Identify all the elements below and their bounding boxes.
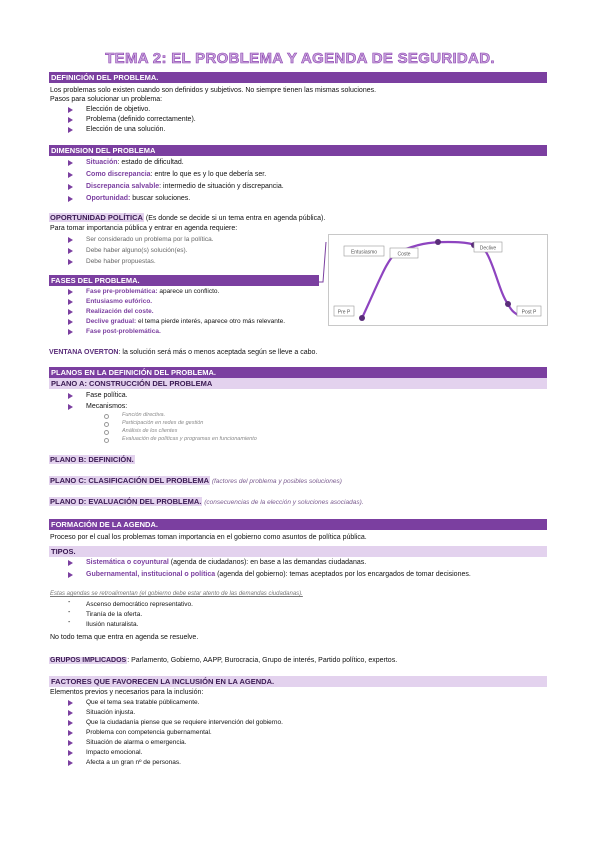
diagram-label-postp: Post P [521, 309, 537, 316]
list-item: Fase post-problemática. [86, 328, 161, 335]
list-item: Entusiasmo eufórico. [86, 298, 153, 305]
circle-bullet-icon [104, 422, 109, 427]
chevron-bullet-icon [68, 572, 73, 578]
circle-bullet-icon [104, 430, 109, 435]
list-item: Como discrepancia: entre lo que es y lo que debería ser. [86, 171, 267, 178]
chevron-bullet-icon [68, 740, 73, 746]
section-heading-fases: FASES DEL PROBLEMA. [49, 275, 319, 286]
list-item: Fase pre-problemática: aparece un conflicto. [86, 288, 220, 295]
dash-bullet: - [68, 599, 71, 606]
chevron-bullet-icon [68, 750, 73, 756]
list-item: Discrepancia salvable: intermedio de situación y discrepancia. [86, 183, 284, 190]
section-heading-formacion: FORMACIÓN DE LA AGENDA. [49, 519, 547, 530]
overton-line: VENTANA OVERTON: la solución será más o menos aceptada según se lleve a cabo. [49, 349, 318, 356]
circle-bullet-icon [104, 438, 109, 443]
diagram-label-prep: Pre P [337, 309, 351, 316]
sub-list-item: Función directiva. [122, 412, 166, 418]
list-item: Problema (definido correctamente). [86, 116, 196, 123]
list-item: Elección de objetivo. [86, 106, 151, 113]
chevron-bullet-icon [68, 700, 73, 706]
chevron-bullet-icon [68, 393, 73, 399]
section-heading-factores: FACTORES QUE FAVORECEN LA INCLUSIÓN EN LA AGENDA. [49, 676, 547, 687]
list-item: Ser considerado un problema por la política. [86, 236, 214, 243]
subheading-plano-c: PLANO C: CLASIFICACIÓN DEL PROBLEMA (factores del problema y posibles soluciones) [50, 476, 342, 485]
curve-point [359, 315, 365, 321]
circle-bullet-icon [104, 414, 109, 419]
note-line: Estas agendas se retroalimentan (el gobierno debe estar atento de las demandas ciudadanas). [50, 591, 303, 597]
paragraph: Proceso por el cual los problemas toman importancia en el gobierno como asuntos de política pública. [50, 534, 367, 541]
list-item: Situación injusta. [86, 709, 136, 716]
list-item: Debe haber alguno(s) solución(es). [86, 247, 188, 254]
chevron-bullet-icon [68, 404, 73, 410]
list-item: Ascenso democrático representativo. [86, 601, 193, 608]
section-heading-definicion: DEFINICIÓN DEL PROBLEMA. [49, 72, 547, 83]
list-item: Que la ciudadanía piense que se requiere intervención del gobierno. [86, 719, 283, 726]
paragraph: Elementos previos y necesarios para la inclusión: [50, 689, 204, 696]
section-heading-dimension: DIMENSION DEL PROBLEMA [49, 145, 547, 156]
diagram-label-coste: Coste [397, 251, 411, 258]
list-item: Ilusión naturalista. [86, 621, 139, 628]
groups-line: GRUPOS IMPLICADOS: Parlamento, Gobierno, AAPP, Burocracia, Grupo de interés, Partido político, expertos. [50, 657, 398, 664]
list-item: Afecta a un gran nº de personas. [86, 759, 181, 766]
list-item: Impacto emocional. [86, 749, 143, 756]
paragraph: Para tomar importancia pública y entrar en agenda requiere: [50, 225, 238, 232]
curve-point [435, 239, 441, 245]
sub-list-item: Evaluación de políticas y programas en funcionamiento [122, 436, 257, 442]
diagram-label-entusiasmo: Entusiasmo [350, 249, 378, 256]
list-item: Problema con competencia gubernamental. [86, 729, 212, 736]
list-item: Realización del coste. [86, 308, 154, 315]
chevron-bullet-icon [68, 710, 73, 716]
list-item: Mecanismos: [86, 403, 128, 410]
dash-bullet: - [68, 609, 71, 616]
list-item: Que el tema sea tratable públicamente. [86, 699, 200, 706]
sub-list-item: Análisis de los clientes [122, 428, 178, 434]
diagram-label-declive: Declive [479, 245, 497, 252]
section-heading-planos: PLANOS EN LA DEFINICIÓN DEL PROBLEMA. [49, 367, 547, 378]
list-item: Fase política. [86, 392, 128, 399]
sub-list-item: Participación en redes de gestión [122, 420, 204, 426]
list-item: Elección de una solución. [86, 126, 166, 133]
paragraph: Pasos para solucionar un problema: [50, 96, 163, 103]
subheading-tipos: TIPOS. [49, 546, 547, 557]
list-item: Declive gradual: el tema pierde interés, aparece otro más relevante. [86, 318, 286, 325]
page-title: TEMA 2: EL PROBLEMA Y AGENDA DE SEGURIDAD. [105, 50, 495, 67]
chevron-bullet-icon [68, 560, 73, 566]
list-item: Situación: estado de dificultad. [86, 159, 184, 166]
list-item: Oportunidad: buscar soluciones. [86, 195, 191, 202]
paragraph: No todo tema que entra en agenda se resuelve. [50, 634, 199, 641]
list-item: Debe haber propuestas. [86, 258, 156, 265]
subheading-plano-a: PLANO A: CONSTRUCCIÓN DEL PROBLEMA [49, 378, 547, 389]
list-item: Gubernamental, institucional o política (agenda del gobierno): temas aceptados por los encargados de tomar decisiones. [86, 571, 471, 578]
dash-bullet: - [68, 619, 71, 626]
list-item: Situación de alarma o emergencia. [86, 739, 187, 746]
list-item: Sistemática o coyuntural (agenda de ciudadanos): en base a las demandas ciudadanas. [86, 559, 367, 566]
curve-point [505, 301, 511, 307]
subheading-plano-b: PLANO B: DEFINICIÓN. [50, 455, 134, 464]
chevron-bullet-icon [68, 720, 73, 726]
paragraph: Los problemas solo existen cuando son definidos y subjetivos. No siempre tienen las mismas soluciones. [50, 87, 377, 94]
list-item: Tiranía de la oferta. [86, 611, 143, 618]
subheading-plano-d: PLANO D: EVALUACIÓN DEL PROBLEMA. (consecuencias de la elección y soluciones asociadas). [50, 497, 364, 506]
problem-phases-diagram [328, 234, 548, 326]
chevron-bullet-icon [68, 760, 73, 766]
section-heading-oportunidad: OPORTUNIDAD POLÍTICA (Es donde se decide si un tema entra en agenda pública). [50, 213, 326, 222]
chevron-bullet-icon [68, 730, 73, 736]
